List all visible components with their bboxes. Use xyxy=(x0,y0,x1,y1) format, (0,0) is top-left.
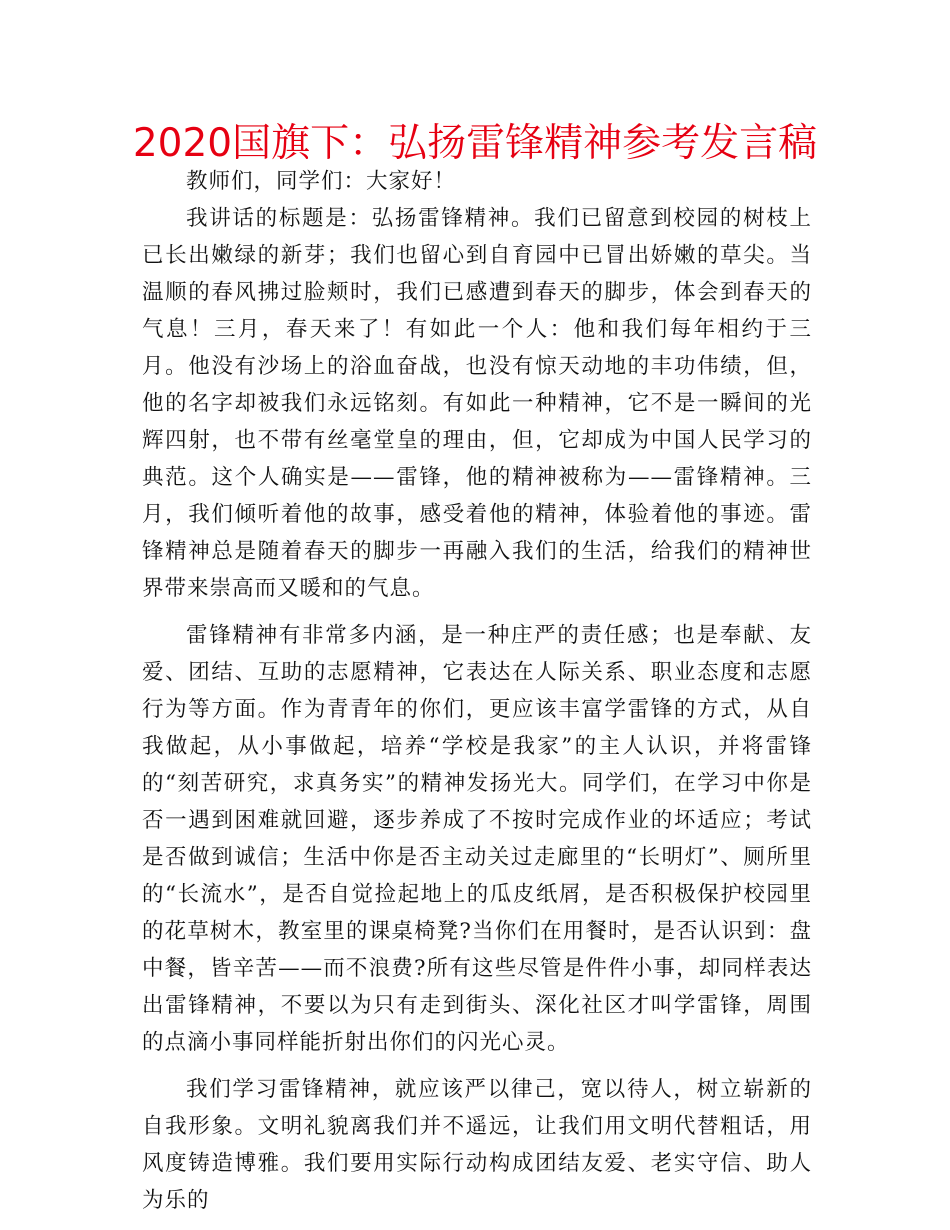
document-title: 2020国旗下：弘扬雷锋精神参考发言稿 xyxy=(132,121,818,166)
greeting-line: 教师们，同学们：大家好！ xyxy=(186,169,457,194)
paragraph-3: 我们学习雷锋精神，就应该严以律己，宽以待人，树立崭新的自我形象。文明礼貌离我们并不遥远，让我们用文明代替粗话，用风度铸造博雅。我们要用实际行动构成团结友爱、老实守信、助人为乐的 xyxy=(142,1077,812,1213)
paragraph-1: 我讲话的标题是：弘扬雷锋精神。我们已留意到校园的树枝上已长出嫩绿的新芽；我们也留心到自育园中已冒出娇嫩的草尖。当温顺的春风拂过脸颊时，我们已感遭到春天的脚步，体会到春天的气息！三月，春天来了！有如此一个人：他和我们每年相约于三月。他没有沙场上的浴血奋战，也没有惊天动地的丰功伟绩，但，他的名字却被我们永远铭刻。有如此一种精神，它不是一瞬间的光辉四射，也不带有丝毫堂皇的理由，但，它却成为中国人民学习的典范。这个人确实是——雷锋，他的精神被称为——雷锋精神。三月，我们倾听着他的故事，感受着他的精神，体验着他的事迹。雷锋精神总是随着春天的脚步一再融入我们的生活，给我们的精神世界带来崇高而又暖和的气息。 xyxy=(142,206,812,601)
paragraph-2: 雷锋精神有非常多内涵，是一种庄严的责任感；也是奉献、友爱、团结、互助的志愿精神，它表达在人际关系、职业态度和志愿行为等方面。作为青青年的你们，更应该丰富学雷锋的方式，从自我做起，从小事做起，培养“学校是我家”的主人认识，并将雷锋的“刻苦研究，求真务实”的精神发扬光大。同学们，在学习中你是否一遇到困难就回避，逐步养成了不按时完成作业的坏适应；考试是否做到诚信；生活中你是否主动关过走廊里的“长明灯”、厕所里的“长流水”，是否自觉捡起地上的瓜皮纸屑，是否积极保护校园里的花草树木，教室里的课桌椅凳?当你们在用餐时，是否认识到：盘中餐，皆辛苦——而不浪费?所有这些尽管是件件小事，却同样表达出雷锋精神，不要以为只有走到街头、深化社区才叫学雷锋，周围的点滴小事同样能折射出你们的闪光心灵。 xyxy=(142,623,812,1055)
document-body xyxy=(142,163,812,1219)
